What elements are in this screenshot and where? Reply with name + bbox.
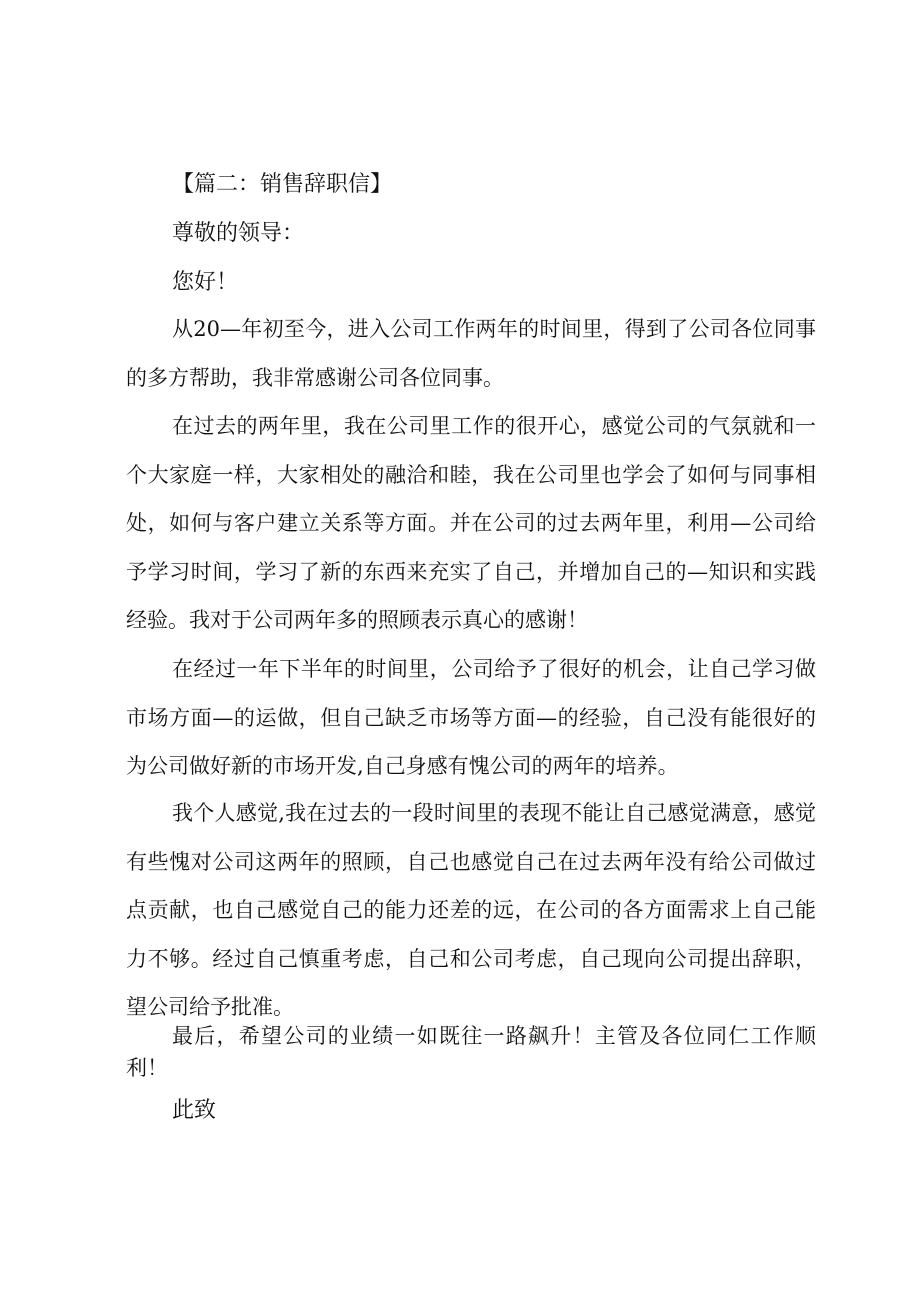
body-paragraph-4: 我个人感觉,我在过去的一段时间里的表现不能让自己感觉满意，感觉有些愧对公司这两年的照顾，自己也感觉自己在过去两年没有给公司做过点贡献，也自己感觉自己的能力还差的远，在公司的各方面需求上自己能力不够。经过自己慎重考虑，自己和公司考虑，自己现向公司提出辞职，望公司给予批准。 xyxy=(126,801,816,1019)
body-paragraph-1: 从20—年初至今，进入公司工作两年的时间里，得到了公司各位同事的多方帮助，我非常感谢公司各位同事。 xyxy=(126,317,816,390)
document-title: 【篇二：销售辞职信】 xyxy=(172,172,393,197)
body-paragraph-5: 最后，希望公司的业绩一如既往一路飙升！主管及各位同仁工作顺利！ xyxy=(126,1024,816,1080)
body-paragraph-3: 在经过一年下半年的时间里，公司给予了很好的机会，让自己学习做市场方面—的运做，但自己缺乏市场等方面—的经验，自己没有能很好的为公司做好新的市场开发,自己身感有愧公司的两年的培养。 xyxy=(126,657,816,778)
greeting: 您好！ xyxy=(172,270,239,295)
closing-phrase: 此致 xyxy=(172,1098,217,1123)
body-paragraph-2: 在过去的两年里，我在公司里工作的很开心，感觉公司的气氛就和一个大家庭一样，大家相处的融洽和睦，我在公司里也学会了如何与同事相处，如何与客户建立关系等方面。并在公司的过去两年里，利用—公司给予学习时间，学习了新的东西来充实了自己，并增加自己的—知识和实践经验。我对于公司两年多的照顾表示真心的感谢！ xyxy=(126,414,816,632)
salutation: 尊敬的领导： xyxy=(172,221,305,246)
